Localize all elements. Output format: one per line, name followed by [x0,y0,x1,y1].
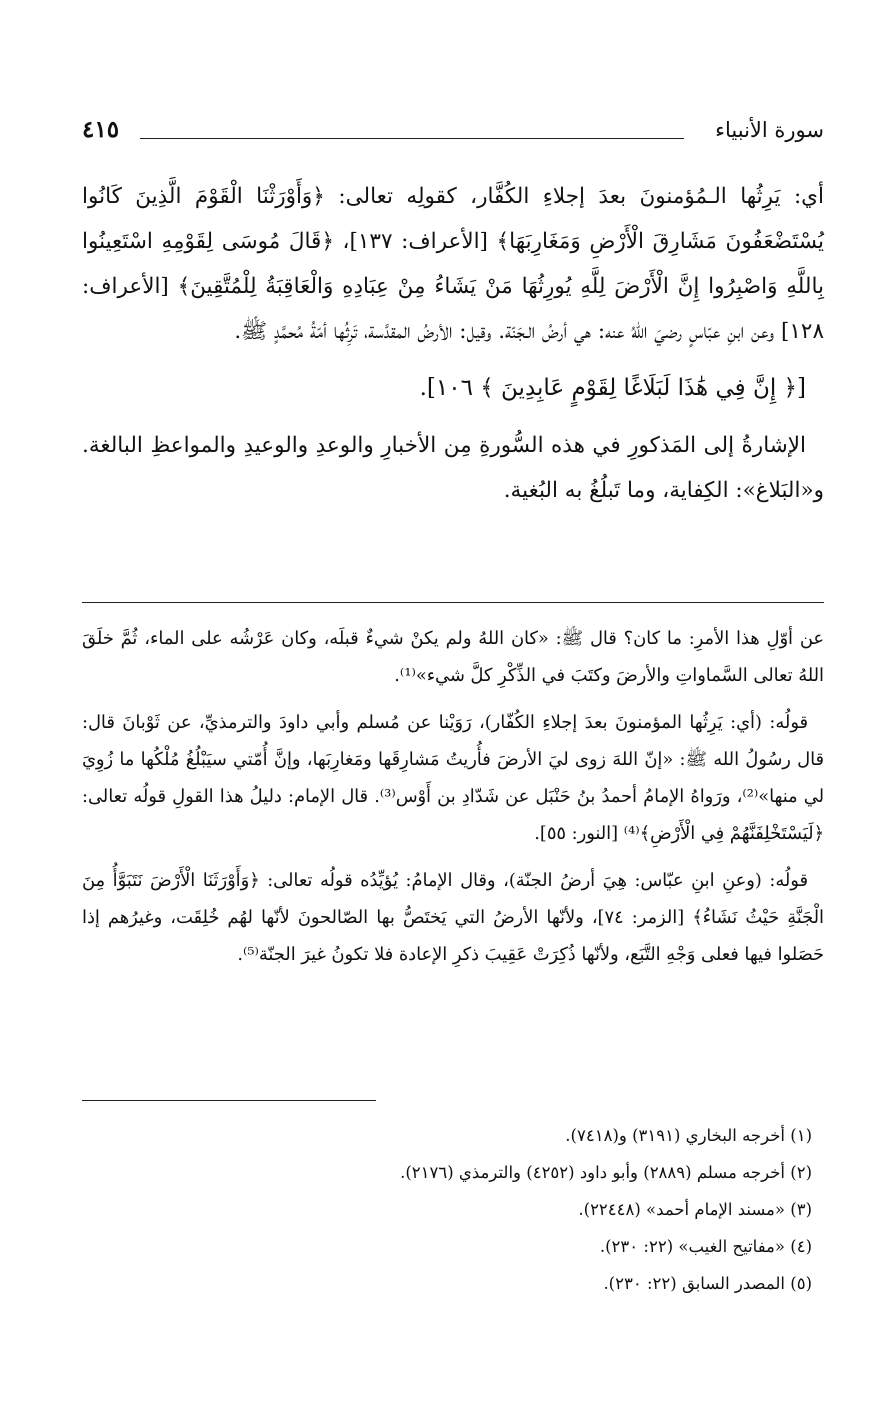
surah-title: سورة الأنبياء [715,118,824,142]
verse-106: [﴿ إِنَّ فِي هَٰذَا لَبَلَاغًا لِقَوْمٍ عَابِدِينَ ﴾ ١٠٦]. [419,375,806,401]
footnote-5: (٥) المصدر السابق (٢٢: ٢٣٠). [603,1274,812,1293]
commentary-paragraph-2: قولُه: (أي: يَرِثُها المؤمنونَ بعدَ إجلاءِ الكُفّار)، رَوَيْنا عن مُسلم وأبي داودَ والترمذيِّ، عن ثَوْبانَ قال: قال رسُولُ الله ﷺ: «إنّ اللهَ زوى ليَ الأرضَ فأُريتُ مَشارِقَها ومَغارِبَها، وإنَّ أُمّتي سيَبْلُغُ مُلْكُها ما زُوِيَ لي منها»⁽²⁾، ورَواهُ الإمامُ أحمدُ بنُ حَنْبَل عن شَدّادِ بن أَوْس⁽³⁾. قال الإمام: دليلُ هذا القولِ قولُه تعالى: ﴿لَيَسْتَخْلِفَنَّهُمْ فِي الْأَرْضِ﴾⁽⁴⁾ [النور: ٥٥]. [82,712,824,844]
main-paragraph: أي: يَرِثُها الـمُؤمنونَ بعدَ إجلاءِ الكُفَّار، كقولِه تعالى: ﴿وَأَوْرَثْنَا الْقَوْمَ الَّذِينَ كَانُوا يُسْتَضْعَفُونَ مَشَارِقَ الْأَرْضِ وَمَغَارِبَهَا﴾ [الأعراف: ١٣٧]، ﴿قَالَ مُوسَى لِقَوْمِهِ اسْتَعِينُوا بِاللَّهِ وَاصْبِرُوا إِنَّ الْأَرْضَ لِلَّهِ يُورِثُهَا مَنْ يَشَاءُ مِنْ عِبَادِهِ وَالْعَاقِبَةُ لِلْمُتَّقِينَ﴾ [الأعراف: ١٢٨] وعن ابنِ عبّاسٍ رضيَ اللهُ عنه: هي أرضُ الـجَنّة. وقيل: الأرضُ المقدَّسة، تَرِثُها أمّةُ مُحمَّدٍ ﷺ. [82,184,824,344]
footnote-divider [82,1100,376,1101]
commentary-paragraph-1: عن أوّلِ هذا الأمرِ: ما كان؟ قال ﷺ: «كان اللهُ ولم يكنْ شيءٌ قبلَه، وكان عَرْشُه على الماء، ثُمَّ خلَقَ اللهُ تعالى السَّماواتِ والأرضَ وكتَبَ في الذِّكْرِ كلَّ شيء»⁽¹⁾. [82,628,824,686]
footnote-2: (٢) أخرجه مسلم (٢٨٨٩) وأبو داود (٤٢٥٢) والترمذي (٢١٧٦). [400,1163,812,1182]
page-number: ٤١٥ [82,116,120,143]
section-divider [82,602,824,603]
commentary-text [82,620,824,983]
footnote-4: (٤) «مفاتيح الغيب» (٢٢: ٢٣٠). [599,1237,812,1256]
footnote-3: (٣) «مسند الإمام أحمد» (٢٢٤٤٨). [578,1200,812,1219]
book-page [82,112,824,1352]
footnotes [82,1117,812,1302]
main-text [82,174,824,513]
commentary-paragraph-3: قولُه: (وعنِ ابنِ عبّاس: هِيَ أرضُ الجنّة)، وقال الإمامُ: يُؤيِّدُه قولُه تعالى: ﴿وَأَوْرَثَنَا الْأَرْضَ نَتَبَوَّأُ مِنَ الْجَنَّةِ حَيْثُ نَشَاءُ﴾ [الزمر: ٧٤]، ولأنّها الأرضُ التي يَختَصُّ بها الصّالحونَ لأنّها لهُم خُلِقَت، وغيرُهم إذا حَصَلوا فيها فعلى وَجْهِ التَّبَع، ولأنّها ذُكِرَتْ عَقِيبَ ذكرِ الإعادة فلا تكونُ غيرَ الجنّة⁽⁵⁾. [82,870,824,965]
footnote-1: (١) أخرجه البخاري (٣١٩١) و(٧٤١٨). [565,1126,812,1145]
verse-explanation: الإشارةُ إلى المَذكورِ في هذه السُّورةِ مِن الأخبارِ والوعدِ والوعيدِ والمواعظِ البالغة. و«البَلاغ»: الكِفاية، وما تَبلُغُ به البُغية. [82,433,824,503]
page-header [82,112,824,152]
header-rule [140,138,684,139]
